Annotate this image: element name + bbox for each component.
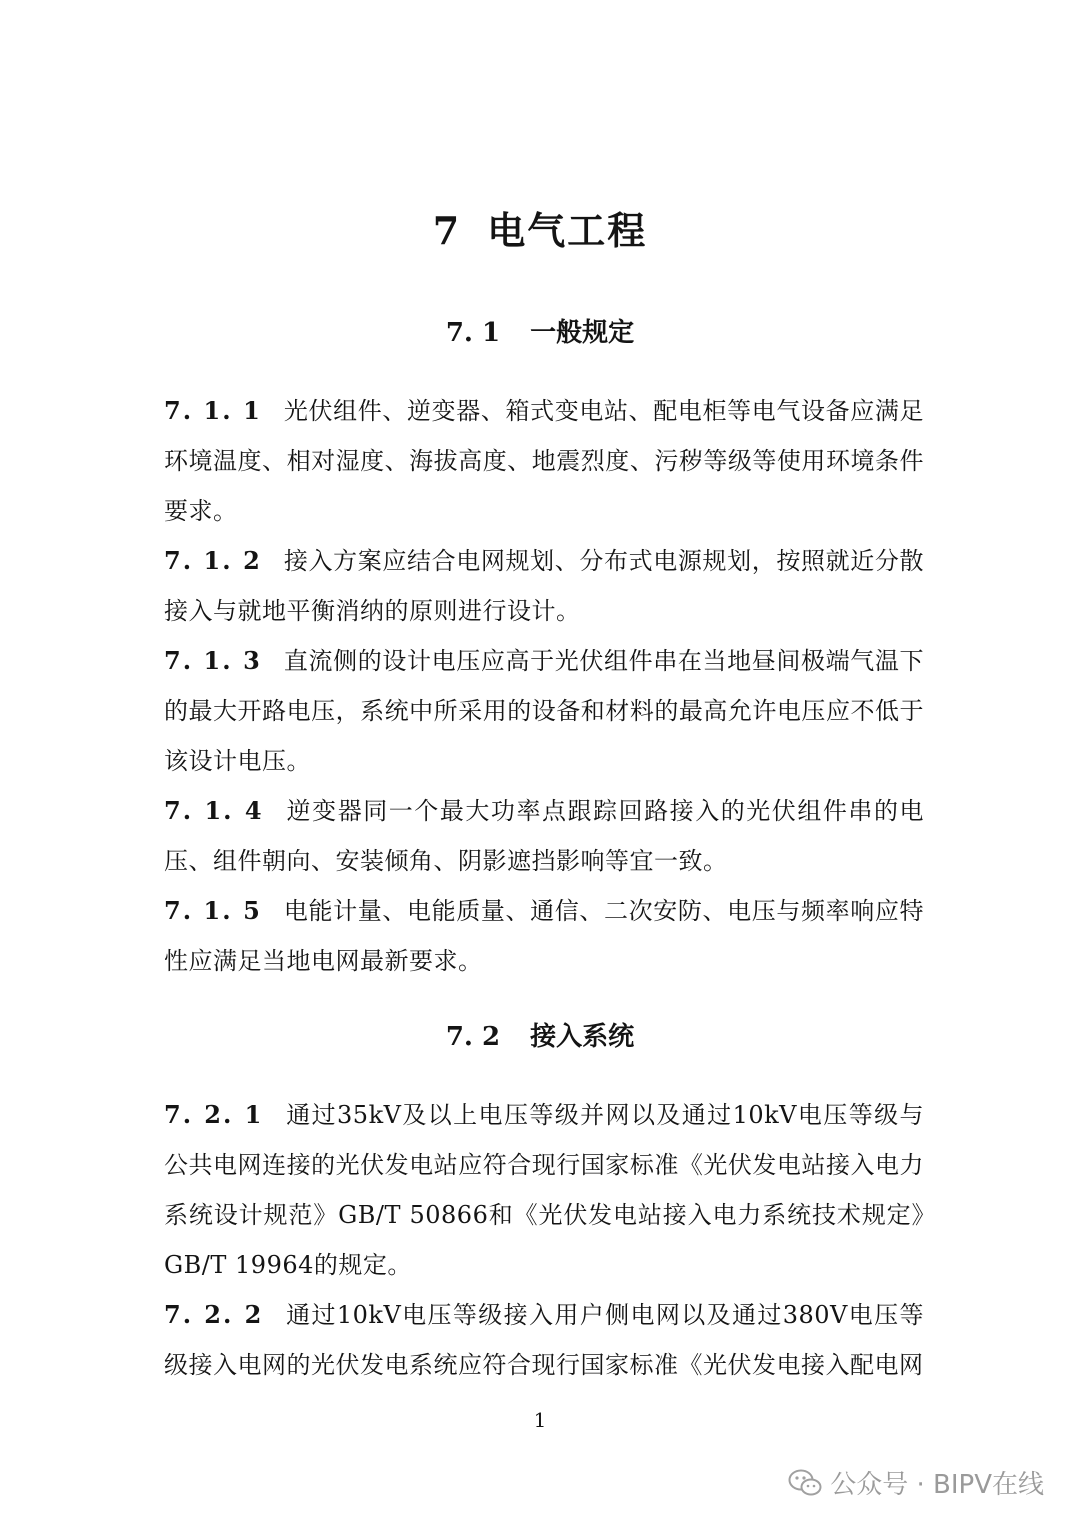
section-body: [164, 1090, 924, 1390]
clause-text: 接入方案应结合电网规划、分布式电源规划，按照就近分散接入与就地平衡消纳的原则进行设计。: [164, 547, 925, 625]
clause-text: 通过35kV及以上电压等级并网以及通过10kV电压等级与公共电网连接的光伏发电站应符合现行国家标准《光伏发电站接入电力系统设计规范》GB/T 50866和《光伏发电站接入电力系统技术规定》GB/T 19964的规定。: [164, 1101, 924, 1279]
section-title: [0, 312, 1080, 349]
section-number: 7. 1: [445, 318, 501, 348]
clause: [164, 886, 924, 986]
wechat-icon: [788, 1468, 822, 1498]
section-body: [164, 386, 924, 986]
clause-number: 7. 1. 3: [164, 646, 262, 675]
clause-text: 通过10kV电压等级接入用户侧电网以及通过380V电压等级接入电网的光伏发电系统应符合现行国家标准《光伏发电接入配电网: [164, 1301, 924, 1379]
watermark: [788, 1464, 1044, 1501]
watermark-text: 公众号 · BIPV在线: [830, 1470, 1044, 1500]
chapter-title-text: 电气工程: [487, 208, 648, 253]
clause-number: 7. 2. 1: [164, 1100, 264, 1129]
clause-number: 7. 2. 2: [164, 1300, 264, 1329]
section-title-text: 接入系统: [530, 1022, 635, 1052]
section-title-text: 一般规定: [530, 318, 635, 348]
clause-text: 直流侧的设计电压应高于光伏组件串在当地昼间极端气温下的最大开路电压，系统中所采用的设备和材料的最高允许电压应不低于该设计电压。: [164, 647, 925, 775]
clause: [164, 1090, 924, 1290]
clause-number: 7. 1. 1: [164, 396, 262, 425]
clause-text: 光伏组件、逆变器、箱式变电站、配电柜等电气设备应满足环境温度、相对湿度、海拔高度、地震烈度、污秽等级等使用环境条件要求。: [164, 397, 925, 525]
clause: [164, 536, 924, 636]
clause: [164, 636, 924, 786]
page-number: 1: [533, 1408, 547, 1432]
section-title: [0, 1016, 1080, 1053]
clause-number: 7. 1. 5: [164, 896, 262, 925]
clause-text: 逆变器同一个最大功率点跟踪回路接入的光伏组件串的电压、组件朝向、安装倾角、阴影遮挡影响等宜一致。: [164, 797, 924, 875]
clause: [164, 786, 924, 886]
clause-number: 7. 1. 2: [164, 546, 262, 575]
chapter-title: [0, 200, 1080, 255]
section-number: 7. 2: [445, 1022, 501, 1052]
chapter-number: 7: [432, 208, 462, 253]
clause-number: 7. 1. 4: [164, 796, 264, 825]
clause: [164, 1290, 924, 1390]
clause: [164, 386, 924, 536]
clause-text: 电能计量、电能质量、通信、二次安防、电压与频率响应特性应满足当地电网最新要求。: [164, 897, 925, 975]
